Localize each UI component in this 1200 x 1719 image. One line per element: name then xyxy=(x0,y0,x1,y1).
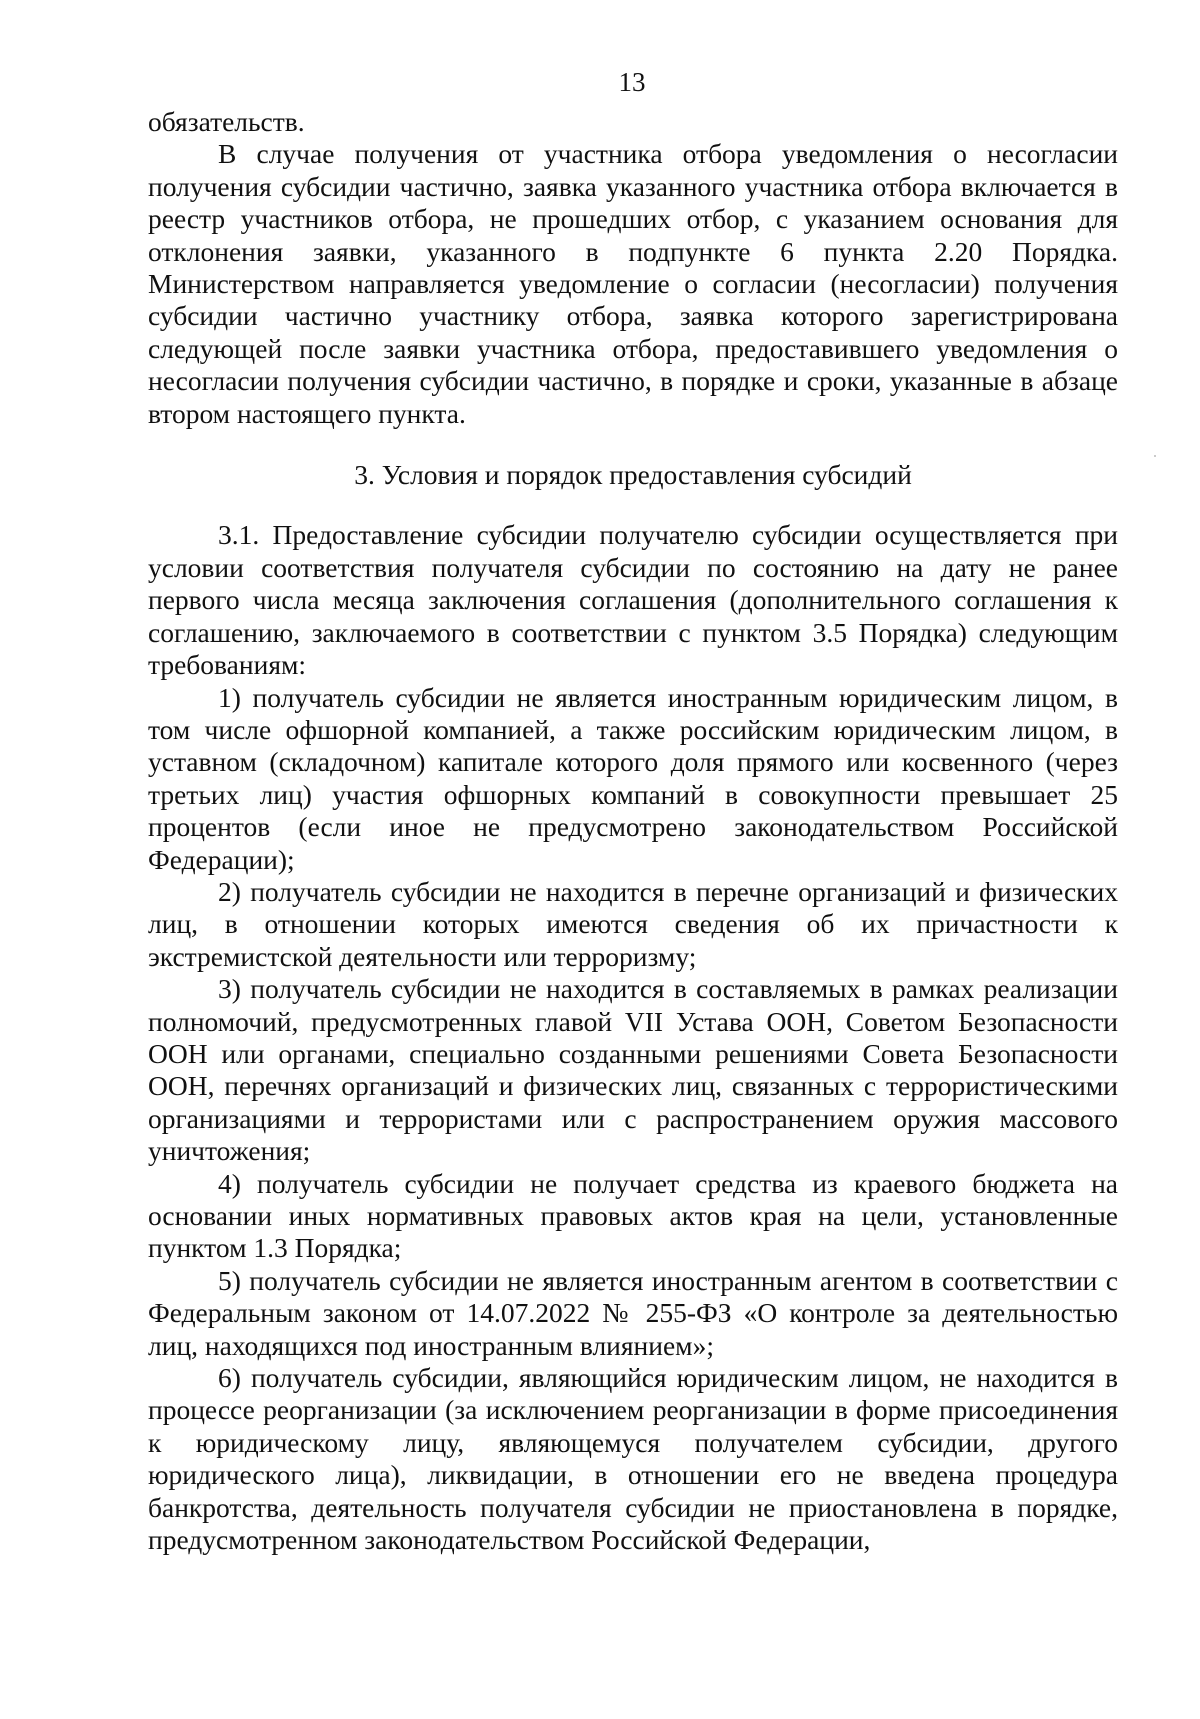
requirement-item-2: 2) получатель субсидии не находится в перечне организаций и физических лиц, в отношении которых имеются сведения об их причастности к экстремистской деятельности или терроризму; xyxy=(148,875,1118,972)
requirement-item-1: 1) получатель субсидии не является иностранным юридическим лицом, в том числе офшорной компанией, а также российским юридическим лицом, в уставном (складочном) капитале которого доля прямого или косвенного (через третьих лиц) участия офшорных компаний в совокупности превышает 25 процентов (если иное не предусмотрено законодательством Российской Федерации); xyxy=(148,681,1118,875)
requirement-item-3: 3) получатель субсидии не находится в составляемых в рамках реализации полномочий, предусмотренных главой VII Устава ООН, Советом Безопасности ООН или органами, специально созданными решениями Совета Безопасности ООН, перечнях организаций и физических лиц, связанных с террористическими организациями и террористами или с распространением оружия массового уничтожения; xyxy=(148,973,1118,1167)
document-body xyxy=(148,106,1118,1556)
requirement-item-5: 5) получатель субсидии не является иностранным агентом в соответствии с Федеральным законом от 14.07.2022 № 255-ФЗ «О контроле за деятельностью лиц, находящихся под иностранным влиянием»; xyxy=(148,1264,1118,1361)
paragraph-notice-disagreement: В случае получения от участника отбора уведомления о несогласии получения субсидии частично, заявка указанного участника отбора включается в реестр участников отбора, не прошедших отбор, с указанием основания для отклонения заявки, указанного в подпункте 6 пункта 2.20 Порядка. Министерством направляется уведомление о согласии (несогласии) получения субсидии частично участнику отбора, заявка которого зарегистрирована следующей после заявки участника отбора, предоставившего уведомления о несогласии получения субсидии частично, в порядке и сроки, указанные в абзаце втором настоящего пункта. xyxy=(148,138,1118,429)
scan-speck xyxy=(1154,455,1156,457)
paragraph-continuation: обязательств. xyxy=(148,106,305,137)
page-number: 13 xyxy=(618,67,646,97)
requirement-item-4: 4) получатель субсидии не получает средства из краевого бюджета на основании иных нормативных правовых актов края на цели, установленные пунктом 1.3 Порядка; xyxy=(148,1167,1118,1264)
paragraph-3-1: 3.1. Предоставление субсидии получателю субсидии осуществляется при условии соответствия получателя субсидии по состоянию на дату не ранее первого числа месяца заключения соглашения (дополнительного соглашения к соглашению, заключаемого в соответствии с пунктом 3.5 Порядка) следующим требованиям: xyxy=(148,519,1118,681)
requirement-item-6: 6) получатель субсидии, являющийся юридическим лицом, не находится в процессе реорганизации (за исключением реорганизации в форме присоединения к юридическому лицу, являющемуся получателем субсидии, другого юридического лица), ликвидации, в отношении его не введена процедура банкротства, деятельность получателя субсидии не приостановлена в порядке, предусмотренном законодательством Российской Федерации, xyxy=(148,1362,1118,1556)
section-heading: 3. Условия и порядок предоставления субсидий xyxy=(354,459,912,491)
